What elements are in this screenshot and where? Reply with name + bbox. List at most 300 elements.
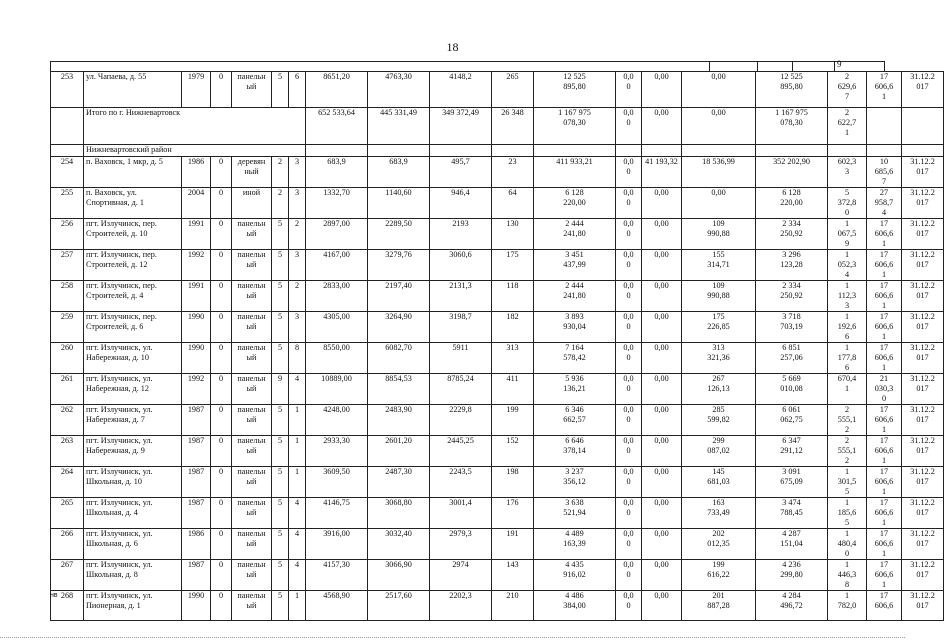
cell-population: 176 <box>492 498 534 529</box>
cell-cost: 2 444 241,80 <box>534 219 616 250</box>
cell-f2: 0 <box>211 219 232 250</box>
cell-num: 254 <box>51 157 84 188</box>
cell-fund1: 0,0 0 <box>616 591 642 621</box>
cell-fund1: 0,0 0 <box>616 72 642 108</box>
cell-entrances: 3 <box>289 157 306 188</box>
cell-area1: 10889,00 <box>306 374 368 405</box>
cell-floors: 5 <box>272 529 289 560</box>
cell-fund3: 175 226,85 <box>682 312 756 343</box>
cell-deadline-a: 17 606,6 1 <box>867 219 902 250</box>
cell-area1: 1332,70 <box>306 188 368 219</box>
cell-f2: 0 <box>211 157 232 188</box>
cell-year: 1990 <box>182 343 211 374</box>
cell-year: 1992 <box>182 374 211 405</box>
cell-area2: 6082,70 <box>368 343 430 374</box>
cell-area3: 2445,25 <box>430 436 492 467</box>
cell-address: пгт. Излучинск, пер. Строителей, д. 4 <box>84 281 182 312</box>
cell-deadline-b: 31.12.2 017 <box>902 281 944 312</box>
cell-cost: 3 237 356,12 <box>534 467 616 498</box>
total-unit: 2 622,7 1 <box>828 108 867 145</box>
cell-empty <box>902 108 944 145</box>
cell-fund4: 3 718 703,19 <box>756 312 828 343</box>
cell-cost: 3 451 437,99 <box>534 250 616 281</box>
cell-fund2: 0,00 <box>642 436 682 467</box>
cell-f2: 0 <box>211 591 232 621</box>
cell-empty <box>902 145 944 157</box>
cell-fund4: 6 851 257,06 <box>756 343 828 374</box>
cell-area2: 4763,30 <box>368 72 430 108</box>
cell-fund2: 0,00 <box>642 281 682 312</box>
cell-deadline-b: 31.12.2 017 <box>902 343 944 374</box>
cell-cost: 411 933,21 <box>534 157 616 188</box>
cell-deadline-a: 17 606,6 1 <box>867 72 902 108</box>
cell-num: 262 <box>51 405 84 436</box>
cell-population: 143 <box>492 560 534 591</box>
cell-area2: 3032,40 <box>368 529 430 560</box>
cell-area1: 4248,00 <box>306 405 368 436</box>
cell-fund3: 201 887,28 <box>682 591 756 621</box>
cell-population: 198 <box>492 467 534 498</box>
table-row <box>51 529 944 560</box>
cell-floors: 5 <box>272 560 289 591</box>
cell-fund2: 0,00 <box>642 188 682 219</box>
cell-fund2: 0,00 <box>642 405 682 436</box>
cell-fund2: 0,00 <box>642 374 682 405</box>
table-row <box>51 498 944 529</box>
cell-num: 259 <box>51 312 84 343</box>
cell-population: 175 <box>492 250 534 281</box>
cell-type: панельн ый <box>232 312 272 343</box>
cell-deadline-a: 17 606,6 <box>867 591 902 621</box>
cell-area1: 2833,00 <box>306 281 368 312</box>
cell-unit: 1 112,3 3 <box>828 281 867 312</box>
cell-fund3: 145 681,03 <box>682 467 756 498</box>
cell-fund4: 3 296 123,28 <box>756 250 828 281</box>
cell-fund1: 0,0 0 <box>616 343 642 374</box>
cell-fund4: 2 334 250,92 <box>756 219 828 250</box>
table-row <box>51 405 944 436</box>
continuation-mark: 9 <box>837 59 842 69</box>
cell-address: пгт. Излучинск, ул. Пионерная, д. 1 <box>84 591 182 621</box>
cell-area1: 4568,90 <box>306 591 368 621</box>
table-row <box>51 312 944 343</box>
cell-type: иной <box>232 188 272 219</box>
cell-floors: 2 <box>272 157 289 188</box>
cell-fund2: 0,00 <box>642 498 682 529</box>
cell-address: пгт. Излучинск, ул. Набережная, д. 10 <box>84 343 182 374</box>
cell-deadline-b: 31.12.2 017 <box>902 188 944 219</box>
cell-address: п. Ваховск, ул. Спортивная, д. 1 <box>84 188 182 219</box>
cell-area3: 3060,6 <box>430 250 492 281</box>
cell-year: 1986 <box>182 529 211 560</box>
cell-address: ул. Чапаева, д. 55 <box>84 72 182 108</box>
cell-num: 257 <box>51 250 84 281</box>
cell-entrances: 1 <box>289 591 306 621</box>
cell-fund3: 267 126,13 <box>682 374 756 405</box>
cell-fund3: 109 990,88 <box>682 219 756 250</box>
housing-repair-table <box>50 71 944 621</box>
cell-unit: 602,3 3 <box>828 157 867 188</box>
cell-entrances: 4 <box>289 560 306 591</box>
cell-year: 1986 <box>182 157 211 188</box>
cell-floors: 5 <box>272 250 289 281</box>
cell-floors: 5 <box>272 72 289 108</box>
cell-area3: 5911 <box>430 343 492 374</box>
cell-fund1: 0,0 0 <box>616 281 642 312</box>
cell-unit: 2 555,1 2 <box>828 436 867 467</box>
cell-area3: 3198,7 <box>430 312 492 343</box>
cell-population: 313 <box>492 343 534 374</box>
total-label: Итого по г. Нижневартовск <box>84 108 306 145</box>
cell-fund1: 0,0 0 <box>616 467 642 498</box>
cell-floors: 5 <box>272 591 289 621</box>
cell-empty <box>430 145 492 157</box>
cell-type: панельн ый <box>232 343 272 374</box>
section-label: Нижневартовский район <box>84 145 306 157</box>
cell-fund4: 5 669 010,08 <box>756 374 828 405</box>
cell-fund3: 155 314,71 <box>682 250 756 281</box>
cell-area2: 3264,90 <box>368 312 430 343</box>
cell-deadline-b: 31.12.2 017 <box>902 498 944 529</box>
cell-entrances: 4 <box>289 498 306 529</box>
cell-area2: 2487,30 <box>368 467 430 498</box>
cell-fund1: 0,0 0 <box>616 312 642 343</box>
cell-type: панельн ый <box>232 281 272 312</box>
cell-fund2: 0,00 <box>642 219 682 250</box>
cell-empty <box>51 108 84 145</box>
table-row <box>51 591 944 621</box>
cell-f2: 0 <box>211 312 232 343</box>
table-row <box>51 219 944 250</box>
cell-fund3: 18 536,99 <box>682 157 756 188</box>
cell-unit: 2 629,6 7 <box>828 72 867 108</box>
cell-deadline-a: 17 606,6 1 <box>867 405 902 436</box>
cell-area2: 2601,20 <box>368 436 430 467</box>
cell-empty <box>642 145 682 157</box>
cell-entrances: 4 <box>289 374 306 405</box>
cell-num: 253 <box>51 72 84 108</box>
cell-area3: 2229,8 <box>430 405 492 436</box>
scan-edge <box>0 636 905 638</box>
cell-year: 1992 <box>182 250 211 281</box>
cell-area3: 495,7 <box>430 157 492 188</box>
cell-area2: 1140,60 <box>368 188 430 219</box>
cell-fund3: 202 012,35 <box>682 529 756 560</box>
cell-entrances: 2 <box>289 219 306 250</box>
cell-fund2: 0,00 <box>642 250 682 281</box>
cell-type: панельн ый <box>232 219 272 250</box>
total-row <box>51 108 944 145</box>
cell-fund1: 0,0 0 <box>616 498 642 529</box>
cell-num: 265 <box>51 498 84 529</box>
cell-num: 256 <box>51 219 84 250</box>
cell-fund4: 3 474 788,45 <box>756 498 828 529</box>
cell-fund3: 0,00 <box>682 72 756 108</box>
table-row <box>51 436 944 467</box>
total-area2: 445 331,49 <box>368 108 430 145</box>
cell-fund2: 0,00 <box>642 312 682 343</box>
cell-deadline-b: 31.12.2 017 <box>902 436 944 467</box>
cell-year: 1987 <box>182 498 211 529</box>
cell-cost: 4 489 163,39 <box>534 529 616 560</box>
cell-entrances: 1 <box>289 436 306 467</box>
table-row <box>51 467 944 498</box>
cell-year: 2004 <box>182 188 211 219</box>
cell-cost: 7 164 578,42 <box>534 343 616 374</box>
cell-floors: 5 <box>272 467 289 498</box>
cell-f2: 0 <box>211 72 232 108</box>
cell-area3: 946,4 <box>430 188 492 219</box>
cell-entrances: 3 <box>289 250 306 281</box>
table-row <box>51 374 944 405</box>
cell-area3: 3001,4 <box>430 498 492 529</box>
cell-unit: 1 301,5 5 <box>828 467 867 498</box>
cell-type: панельн ый <box>232 436 272 467</box>
cell-fund4: 12 525 895,80 <box>756 72 828 108</box>
cell-address: пгт. Излучинск, ул. Набережная, д. 7 <box>84 405 182 436</box>
cell-fund4: 4 236 299,80 <box>756 560 828 591</box>
cell-type: панельн ый <box>232 374 272 405</box>
cell-entrances: 6 <box>289 72 306 108</box>
cell-entrances: 8 <box>289 343 306 374</box>
cell-population: 182 <box>492 312 534 343</box>
cell-cost: 12 525 895,80 <box>534 72 616 108</box>
cell-year: 1990 <box>182 312 211 343</box>
cell-year: 1979 <box>182 72 211 108</box>
cell-unit: 1 067,5 9 <box>828 219 867 250</box>
cell-area2: 2483,90 <box>368 405 430 436</box>
cell-area2: 3279,76 <box>368 250 430 281</box>
cell-address: пгт. Излучинск, ул. Школьная, д. 4 <box>84 498 182 529</box>
cell-deadline-a: 17 606,6 1 <box>867 436 902 467</box>
cell-area1: 4157,30 <box>306 560 368 591</box>
cell-population: 23 <box>492 157 534 188</box>
cell-deadline-b: 31.12.2 017 <box>902 529 944 560</box>
cell-population: 210 <box>492 591 534 621</box>
cell-deadline-b: 31.12.2 017 <box>902 374 944 405</box>
cell-fund2: 0,00 <box>642 467 682 498</box>
cell-type: панельн ый <box>232 498 272 529</box>
cell-floors: 5 <box>272 405 289 436</box>
cell-cost: 5 936 136,21 <box>534 374 616 405</box>
cell-type: панельн ый <box>232 250 272 281</box>
cell-empty <box>616 145 642 157</box>
cell-fund4: 6 347 291,12 <box>756 436 828 467</box>
cell-address: пгт. Излучинск, пер. Строителей, д. 6 <box>84 312 182 343</box>
cell-fund4: 6 061 062,75 <box>756 405 828 436</box>
total-area3: 349 372,49 <box>430 108 492 145</box>
cell-cost: 6 128 220,00 <box>534 188 616 219</box>
cell-fund2: 0,00 <box>642 591 682 621</box>
table-row <box>51 72 944 108</box>
section-row <box>51 145 944 157</box>
cell-empty <box>828 145 867 157</box>
cell-population: 191 <box>492 529 534 560</box>
cell-area2: 2197,40 <box>368 281 430 312</box>
cell-address: пгт. Излучинск, ул. Школьная, д. 8 <box>84 560 182 591</box>
cell-deadline-b: 31.12.2 017 <box>902 72 944 108</box>
cell-area1: 4305,00 <box>306 312 368 343</box>
cell-fund2: 41 193,32 <box>642 157 682 188</box>
cell-f2: 0 <box>211 436 232 467</box>
cell-population: 130 <box>492 219 534 250</box>
cell-population: 118 <box>492 281 534 312</box>
cell-unit: 1 052,3 4 <box>828 250 867 281</box>
cell-deadline-a: 17 606,6 1 <box>867 498 902 529</box>
cell-f2: 0 <box>211 281 232 312</box>
cell-fund2: 0,00 <box>642 529 682 560</box>
cell-year: 1991 <box>182 281 211 312</box>
cell-num: 266 <box>51 529 84 560</box>
cell-unit: 1 192,6 6 <box>828 312 867 343</box>
cell-address: пгт. Излучинск, ул. Школьная, д. 10 <box>84 467 182 498</box>
cell-fund3: 299 087,02 <box>682 436 756 467</box>
cell-fund2: 0,00 <box>642 560 682 591</box>
table-row <box>51 250 944 281</box>
cell-cost: 2 444 241,80 <box>534 281 616 312</box>
cell-fund3: 285 599,82 <box>682 405 756 436</box>
cell-type: панельн ый <box>232 467 272 498</box>
cell-deadline-a: 17 606,6 1 <box>867 529 902 560</box>
cell-address: пгт. Излучинск, пер. Строителей, д. 10 <box>84 219 182 250</box>
cell-num: 258 <box>51 281 84 312</box>
cell-floors: 5 <box>272 436 289 467</box>
cell-fund4: 6 128 220,00 <box>756 188 828 219</box>
cell-fund3: 163 733,49 <box>682 498 756 529</box>
cell-cost: 6 346 662,57 <box>534 405 616 436</box>
cell-area1: 3916,00 <box>306 529 368 560</box>
total-population: 26 348 <box>492 108 534 145</box>
cell-address: пгт. Излучинск, ул. Набережная, д. 12 <box>84 374 182 405</box>
cell-deadline-b: 31.12.2 017 <box>902 405 944 436</box>
cell-empty <box>51 145 84 157</box>
cell-unit: 1 480,4 0 <box>828 529 867 560</box>
cell-area1: 4167,00 <box>306 250 368 281</box>
table-row <box>51 281 944 312</box>
cell-cost: 4 486 384,00 <box>534 591 616 621</box>
cell-deadline-a: 21 030,3 0 <box>867 374 902 405</box>
cell-type: панельн ый <box>232 560 272 591</box>
cell-area3: 2979,3 <box>430 529 492 560</box>
cell-type: панельн ый <box>232 405 272 436</box>
cell-deadline-b: 31.12.2 017 <box>902 312 944 343</box>
cell-area2: 3066,90 <box>368 560 430 591</box>
cell-area3: 2202,3 <box>430 591 492 621</box>
cell-area3: 2193 <box>430 219 492 250</box>
cell-num: 264 <box>51 467 84 498</box>
cell-f2: 0 <box>211 250 232 281</box>
cell-area1: 2897,00 <box>306 219 368 250</box>
cell-num: 261 <box>51 374 84 405</box>
cell-year: 1987 <box>182 436 211 467</box>
cell-area1: 683,9 <box>306 157 368 188</box>
cell-deadline-a: 27 958,7 4 <box>867 188 902 219</box>
cell-area2: 3068,80 <box>368 498 430 529</box>
cell-deadline-a: 17 606,6 1 <box>867 312 902 343</box>
cell-fund3: 0,00 <box>682 188 756 219</box>
cell-address: пгт. Излучинск, пер. Строителей, д. 12 <box>84 250 182 281</box>
cell-fund4: 4 287 151,04 <box>756 529 828 560</box>
cell-type: панельн ый <box>232 591 272 621</box>
cell-fund3: 199 616,22 <box>682 560 756 591</box>
cell-cost: 3 893 930,04 <box>534 312 616 343</box>
cell-area1: 3609,50 <box>306 467 368 498</box>
cell-deadline-b: 31.12.2 017 <box>902 219 944 250</box>
cell-entrances: 3 <box>289 312 306 343</box>
cell-empty <box>534 145 616 157</box>
cell-deadline-b: 31.12.2 017 <box>902 467 944 498</box>
cell-fund2: 0,00 <box>642 343 682 374</box>
cell-floors: 5 <box>272 312 289 343</box>
cell-deadline-b: 31.12.2 017 <box>902 560 944 591</box>
cell-f2: 0 <box>211 188 232 219</box>
cell-empty <box>756 145 828 157</box>
cell-population: 152 <box>492 436 534 467</box>
cell-num: 268 <box>51 591 84 621</box>
cell-area2: 2517,60 <box>368 591 430 621</box>
cell-num: 260 <box>51 343 84 374</box>
total-cost: 1 167 975 078,30 <box>534 108 616 145</box>
cell-population: 265 <box>492 72 534 108</box>
cell-fund4: 2 334 250,92 <box>756 281 828 312</box>
cell-entrances: 1 <box>289 405 306 436</box>
cell-population: 411 <box>492 374 534 405</box>
cell-cost: 4 435 916,02 <box>534 560 616 591</box>
cell-f2: 0 <box>211 405 232 436</box>
cell-fund3: 109 990,88 <box>682 281 756 312</box>
cell-empty <box>867 108 902 145</box>
cell-address: п. Ваховск, 1 мкр, д. 5 <box>84 157 182 188</box>
cell-deadline-a: 17 606,6 1 <box>867 281 902 312</box>
cell-area2: 8854,53 <box>368 374 430 405</box>
cell-deadline-a: 17 606,6 1 <box>867 343 902 374</box>
cell-num: 255 <box>51 188 84 219</box>
cell-empty <box>306 145 368 157</box>
cell-f2: 0 <box>211 374 232 405</box>
cell-year: 1990 <box>182 591 211 621</box>
cell-fund1: 0,0 0 <box>616 219 642 250</box>
cell-f2: 0 <box>211 529 232 560</box>
cell-area3: 2131,3 <box>430 281 492 312</box>
cell-fund3: 313 321,36 <box>682 343 756 374</box>
cell-deadline-a: 10 685,6 7 <box>867 157 902 188</box>
cell-fund1: 0,0 0 <box>616 188 642 219</box>
cell-entrances: 3 <box>289 188 306 219</box>
cell-fund1: 0,0 0 <box>616 529 642 560</box>
cell-fund1: 0,0 0 <box>616 157 642 188</box>
footer-mark: нв <box>50 592 58 599</box>
cell-cost: 6 646 378,14 <box>534 436 616 467</box>
cell-unit: 1 782,0 <box>828 591 867 621</box>
cell-fund1: 0,0 0 <box>616 560 642 591</box>
cell-area3: 4148,2 <box>430 72 492 108</box>
table-row <box>51 560 944 591</box>
cell-population: 199 <box>492 405 534 436</box>
cell-empty <box>867 145 902 157</box>
cell-floors: 5 <box>272 343 289 374</box>
cell-year: 1987 <box>182 467 211 498</box>
cell-area1: 8550,00 <box>306 343 368 374</box>
cell-year: 1991 <box>182 219 211 250</box>
total-fund3: 0,00 <box>682 108 756 145</box>
cell-entrances: 4 <box>289 529 306 560</box>
total-fund1: 0,0 0 <box>616 108 642 145</box>
cell-address: пгт. Излучинск, ул. Школьная, д. 6 <box>84 529 182 560</box>
cell-deadline-a: 17 606,6 1 <box>867 560 902 591</box>
cell-type: деревян ный <box>232 157 272 188</box>
cell-cost: 3 638 521,94 <box>534 498 616 529</box>
table-row <box>51 157 944 188</box>
